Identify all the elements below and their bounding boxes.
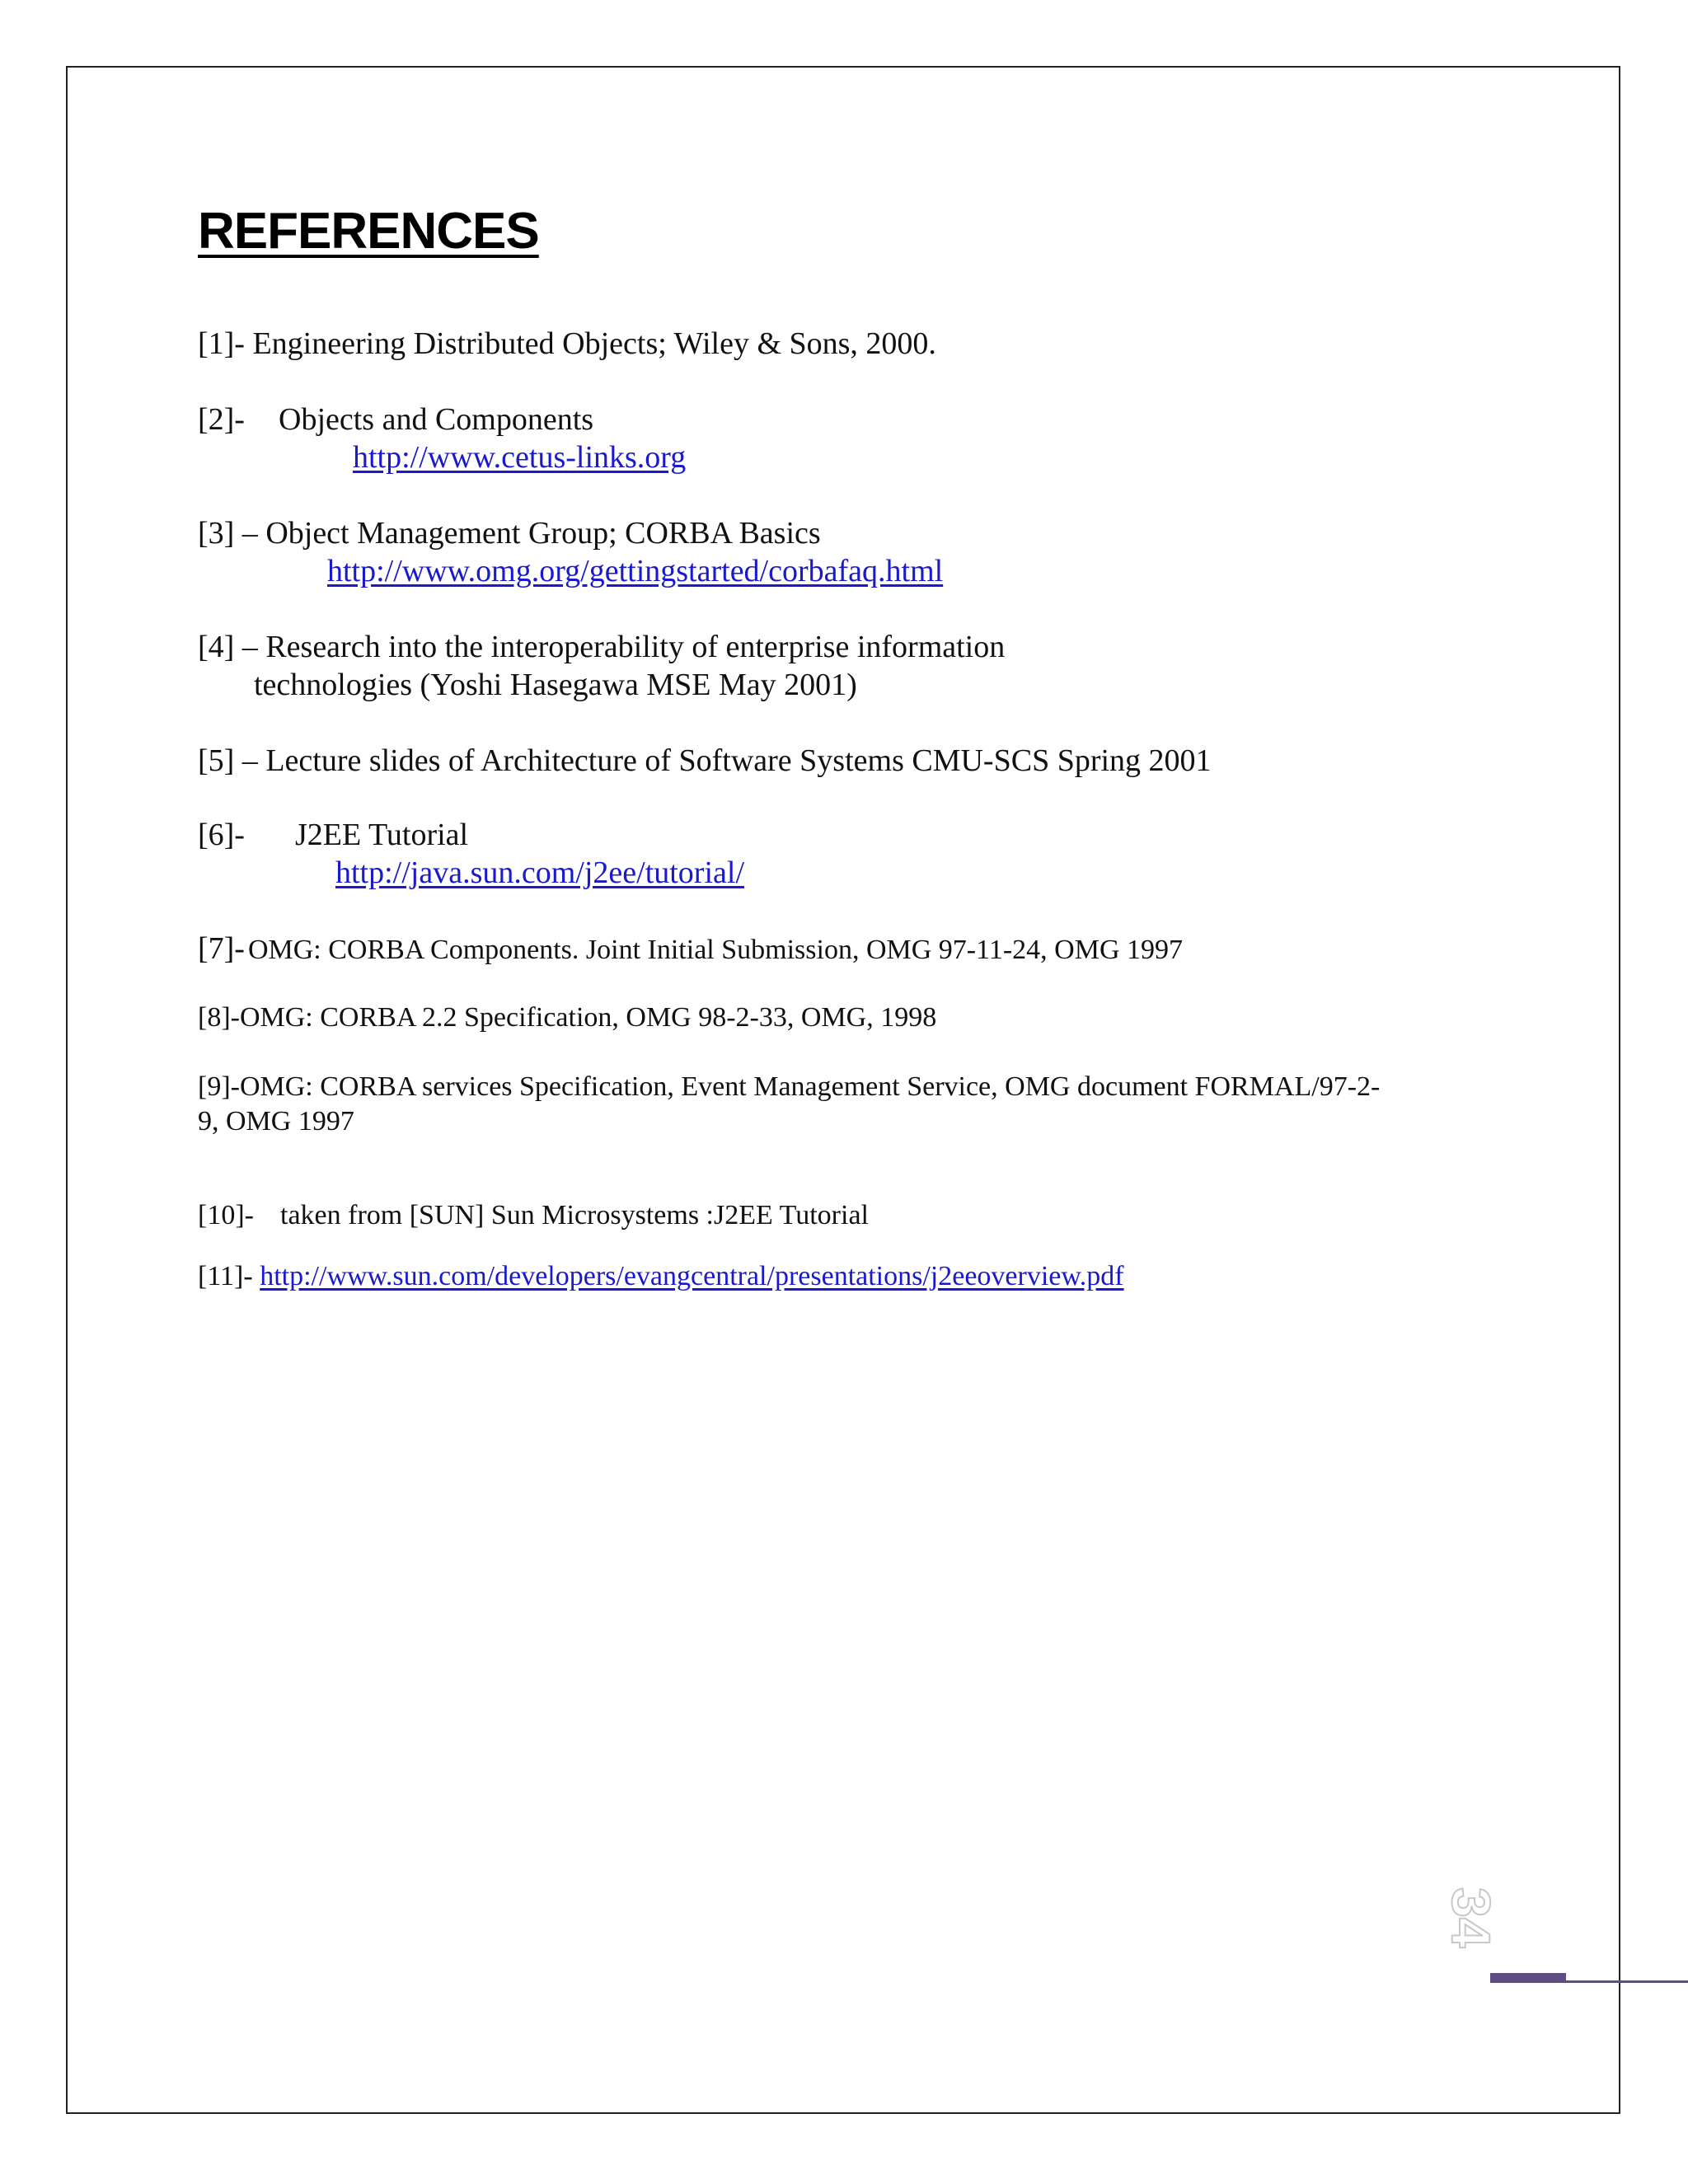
reference-link[interactable]: http://www.omg.org/gettingstarted/corbafaq.html	[327, 554, 944, 588]
reference-number: [10]-	[198, 1200, 254, 1230]
reference-text: OMG: CORBA Components. Joint Initial Submission, OMG 97-11-24, OMG 1997	[247, 935, 1184, 965]
reference-link[interactable]: http://www.sun.com/developers/evangcentral/presentations/j2eeoverview.pdf	[260, 1261, 1124, 1291]
footer-accent-bar	[1490, 1973, 1566, 1983]
reference-item-6	[198, 819, 468, 851]
reference-text: Objects and Components	[279, 402, 594, 437]
reference-number: [8]-	[198, 1002, 240, 1033]
reference-text-continued: 9, OMG 1997	[198, 1106, 354, 1137]
reference-number: [7]-	[198, 931, 245, 966]
reference-number: [3] –	[198, 516, 258, 551]
reference-item-11	[198, 1263, 1124, 1291]
reference-text: Engineering Distributed Objects; Wiley & Sons, 2000.	[252, 326, 936, 361]
page-title: REFERENCES	[198, 203, 539, 260]
reference-item-4	[198, 631, 1005, 663]
page-number: 34	[1441, 1887, 1502, 1948]
reference-text: OMG: CORBA services Specification, Event Management Service, OMG document FORMAL/97-2-	[239, 1071, 1381, 1102]
reference-text-continued: technologies (Yoshi Hasegawa MSE May 2001)	[254, 668, 857, 702]
reference-text: Object Management Group; CORBA Basics	[265, 516, 821, 551]
reference-item-10	[198, 1202, 869, 1230]
reference-link[interactable]: http://java.sun.com/j2ee/tutorial/	[335, 855, 745, 890]
reference-item-2	[198, 404, 593, 435]
reference-number: [1]-	[198, 326, 245, 361]
reference-item-1	[198, 328, 936, 359]
reference-item-5	[198, 745, 1212, 776]
reference-item-9	[198, 1073, 1380, 1101]
reference-text: Research into the interoperability of enterprise information	[265, 630, 1006, 664]
reference-text: Lecture slides of Architecture of Software Systems CMU-SCS Spring 2001	[265, 743, 1212, 778]
footer-accent-line	[1566, 1980, 1688, 1983]
reference-text: J2EE Tutorial	[295, 818, 469, 852]
reference-number: [2]-	[198, 402, 245, 437]
reference-item-3	[198, 518, 821, 549]
reference-number: [5] –	[198, 743, 258, 778]
reference-item-7	[198, 933, 1183, 964]
reference-text: OMG: CORBA 2.2 Specification, OMG 98-2-33, OMG, 1998	[239, 1002, 937, 1033]
reference-number: [4] –	[198, 630, 258, 664]
reference-number: [9]-	[198, 1071, 240, 1102]
reference-number: [6]-	[198, 818, 245, 852]
reference-item-8	[198, 1004, 936, 1032]
reference-link[interactable]: http://www.cetus-links.org	[353, 440, 687, 475]
reference-text: taken from [SUN] Sun Microsystems :J2EE Tutorial	[280, 1200, 869, 1230]
reference-number: [11]-	[198, 1261, 253, 1291]
